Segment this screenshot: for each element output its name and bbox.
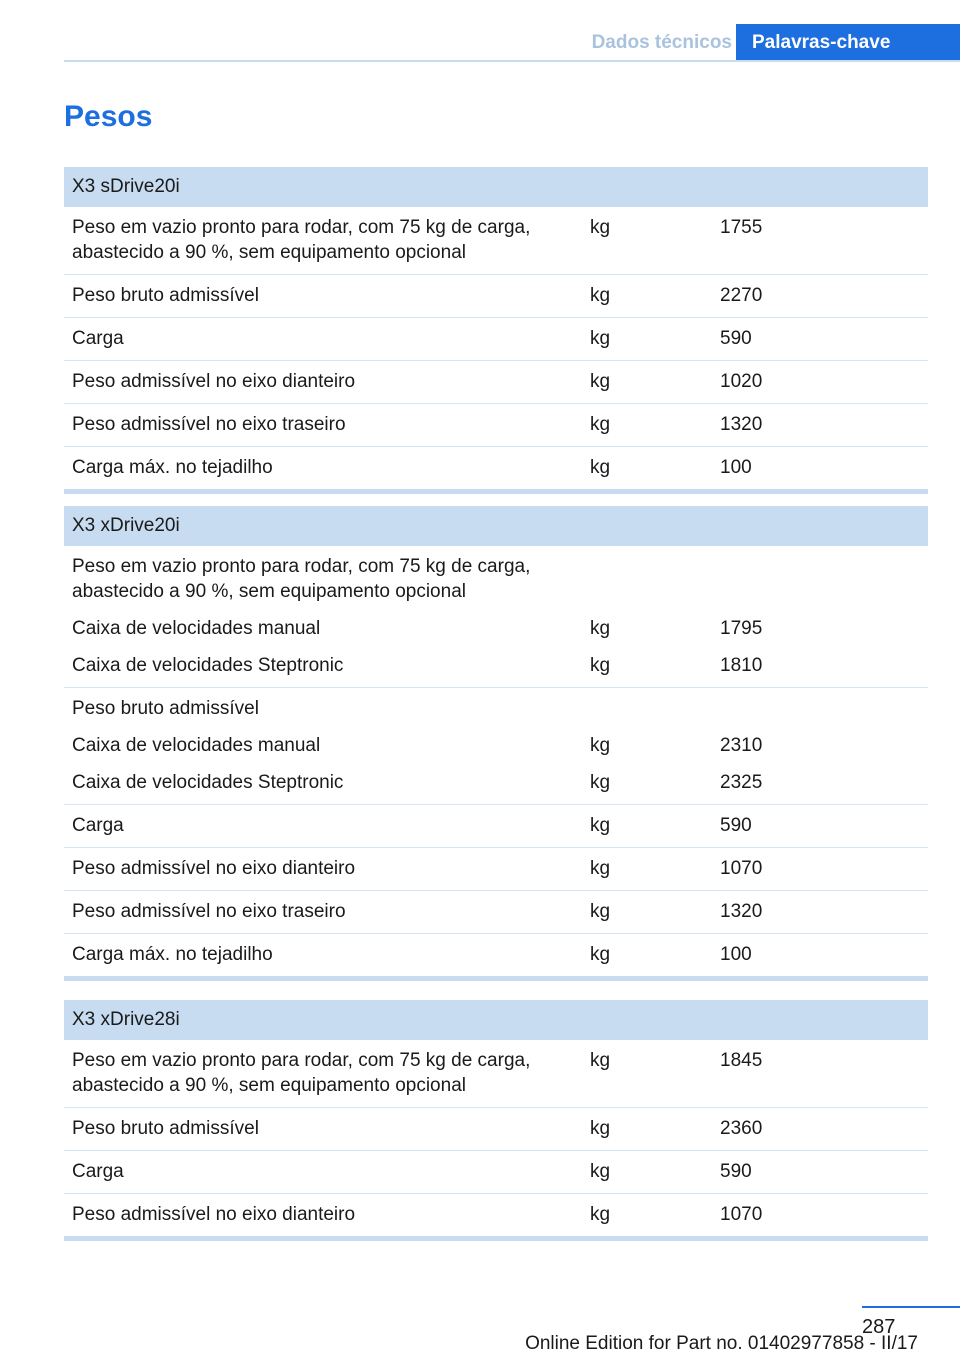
header-divider <box>64 60 960 62</box>
table-row <box>64 1151 928 1194</box>
row-unit: kg <box>582 934 712 979</box>
weights-table-xdrive28i <box>64 1000 928 1241</box>
table-row <box>64 725 928 762</box>
row-label: Peso em vazio pronto para rodar, com 75 kg de carga, abastecido a 90 %, sem equipamento opcional <box>72 556 531 602</box>
row-label: Carga máx. no tejadilho <box>64 934 582 979</box>
row-unit: kg <box>582 645 712 688</box>
page-number: 287 <box>862 1316 896 1338</box>
row-unit: kg <box>590 735 611 756</box>
row-label: Caixa de velocidades manual <box>72 618 321 639</box>
row-label: Carga <box>64 805 582 848</box>
row-value: 100 <box>712 447 928 492</box>
row-value: 1755 <box>712 207 928 275</box>
row-label: Caixa de velocidades Steptronic <box>64 645 582 688</box>
row-value: 2325 <box>712 762 928 805</box>
table-model-header: X3 xDrive20i <box>64 506 928 546</box>
page-title: Pesos <box>64 100 153 133</box>
row-unit: kg <box>590 618 611 639</box>
row-label: Peso admissível no eixo dianteiro <box>64 361 582 404</box>
tab-dados-tecnicos[interactable]: Dados técnicos <box>591 32 732 53</box>
table-model-header: X3 sDrive20i <box>64 167 928 207</box>
row-label: Peso bruto admissível <box>72 698 259 719</box>
row-value: 590 <box>712 805 928 848</box>
table-model-header: X3 xDrive28i <box>64 1000 928 1040</box>
row-value: 590 <box>712 318 928 361</box>
row-value: 2270 <box>712 275 928 318</box>
table-row <box>64 762 928 805</box>
row-unit: kg <box>582 275 712 318</box>
row-value: 1070 <box>712 1194 928 1239</box>
row-label: Carga <box>64 318 582 361</box>
row-value: 1320 <box>712 891 928 934</box>
table-row <box>64 404 928 447</box>
row-value: 2360 <box>712 1108 928 1151</box>
row-value: 1795 <box>720 618 763 639</box>
row-unit: kg <box>582 1194 712 1239</box>
row-label: Caixa de velocidades Steptronic <box>64 762 582 805</box>
row-unit: kg <box>582 1151 712 1194</box>
footer-divider <box>862 1306 960 1308</box>
row-unit: kg <box>582 207 712 275</box>
row-unit <box>582 688 712 726</box>
table-row <box>64 608 928 645</box>
row-label: Peso bruto admissível <box>64 1108 582 1151</box>
row-label: Peso admissível no eixo dianteiro <box>64 848 582 891</box>
row-value: 590 <box>712 1151 928 1194</box>
row-unit: kg <box>582 318 712 361</box>
table-row <box>64 1040 928 1108</box>
row-label: Peso em vazio pronto para rodar, com 75 kg de carga, abastecido a 90 %, sem equipamento opcional <box>64 1040 582 1108</box>
row-value: 1020 <box>712 361 928 404</box>
table-row <box>64 645 928 688</box>
row-label: Carga <box>64 1151 582 1194</box>
row-value: 1810 <box>712 645 928 688</box>
row-unit: kg <box>582 805 712 848</box>
table-row <box>64 805 928 848</box>
row-unit: kg <box>582 1108 712 1151</box>
row-label: Peso em vazio pronto para rodar, com 75 kg de carga, abastecido a 90 %, sem equipamento opcional <box>64 207 582 275</box>
row-unit: kg <box>582 404 712 447</box>
table-row <box>64 934 928 979</box>
row-value <box>712 546 928 608</box>
row-label: Peso admissível no eixo traseiro <box>64 404 582 447</box>
row-value: 1320 <box>712 404 928 447</box>
row-label: Peso admissível no eixo traseiro <box>64 891 582 934</box>
weights-table-xdrive20i <box>64 506 928 981</box>
row-label: Caixa de velocidades manual <box>72 735 321 756</box>
row-unit: kg <box>582 447 712 492</box>
row-value <box>712 688 928 726</box>
table-row <box>64 848 928 891</box>
row-label: Peso admissível no eixo dianteiro <box>64 1194 582 1239</box>
table-row <box>64 318 928 361</box>
row-unit: kg <box>582 762 712 805</box>
row-unit: kg <box>582 361 712 404</box>
row-unit: kg <box>582 848 712 891</box>
table-row <box>64 207 928 275</box>
edition-note: Online Edition for Part no. 01402977858 - II/17 <box>525 1333 918 1354</box>
row-unit <box>582 546 712 608</box>
row-value: 1845 <box>712 1040 928 1108</box>
table-row <box>64 688 928 726</box>
table-row <box>64 275 928 318</box>
table-row <box>64 447 928 492</box>
row-label: Peso bruto admissível <box>64 275 582 318</box>
row-value: 100 <box>712 934 928 979</box>
row-unit: kg <box>582 891 712 934</box>
table-row <box>64 361 928 404</box>
table-row <box>64 1194 928 1239</box>
table-row <box>64 1108 928 1151</box>
row-value: 2310 <box>720 735 763 756</box>
weights-table-sdrive20i <box>64 167 928 494</box>
table-row <box>64 891 928 934</box>
table-row <box>64 546 928 608</box>
row-unit: kg <box>582 1040 712 1108</box>
row-value: 1070 <box>712 848 928 891</box>
row-label: Carga máx. no tejadilho <box>64 447 582 492</box>
tab-palavras-chave[interactable]: Palavras-chave <box>736 24 960 62</box>
